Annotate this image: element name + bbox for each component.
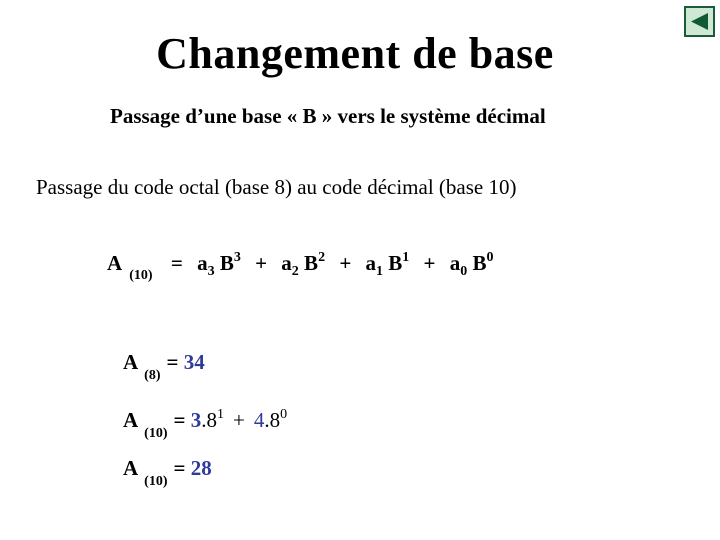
example-var: A	[123, 350, 139, 374]
expansion-digit: 3	[190, 408, 202, 432]
expansion-multiplier: .8	[264, 408, 281, 432]
example-equals: =	[173, 408, 191, 432]
general-formula	[107, 250, 494, 283]
formula-term: $a_1$ $B^1$	[365, 250, 410, 279]
example-var: A	[123, 408, 139, 432]
example-var: A	[123, 456, 139, 480]
example-equals: =	[166, 350, 184, 374]
expansion-digit: 4	[253, 408, 265, 432]
example-base: (8)	[144, 368, 161, 383]
expansion-plus: +	[232, 408, 245, 432]
example-equals: =	[173, 456, 191, 480]
example-base: (10)	[144, 426, 168, 441]
slide-title: Changement de base	[156, 29, 554, 78]
example-octal-value	[123, 350, 205, 383]
formula-plus: +	[339, 251, 352, 275]
formula-plus: +	[423, 251, 436, 275]
section-heading: Passage du code octal (base 8) au code décimal (base 10)	[36, 175, 517, 199]
formula-lhs: A	[107, 251, 122, 275]
formula-lhs-base: (10)	[129, 268, 153, 283]
expansion-power: 1	[216, 407, 224, 422]
formula-term: $a_2$ $B^2$	[281, 250, 326, 279]
example-value: 34	[183, 350, 205, 374]
formula-term: $a_3$ $B^3$	[197, 250, 241, 279]
expansion-multiplier: .8	[201, 408, 217, 432]
example-value: 28	[190, 456, 212, 480]
slide-subtitle: Passage d’une base « B » vers le système décimal	[110, 104, 546, 128]
example-expansion	[123, 407, 288, 441]
example-base: (10)	[144, 474, 168, 489]
expansion-power: 0	[280, 407, 288, 422]
example-decimal-result	[123, 456, 212, 489]
formula-term: $a_0$ $B^0$	[449, 250, 494, 279]
formula-plus: +	[255, 251, 268, 275]
formula-equals: =	[170, 251, 183, 275]
